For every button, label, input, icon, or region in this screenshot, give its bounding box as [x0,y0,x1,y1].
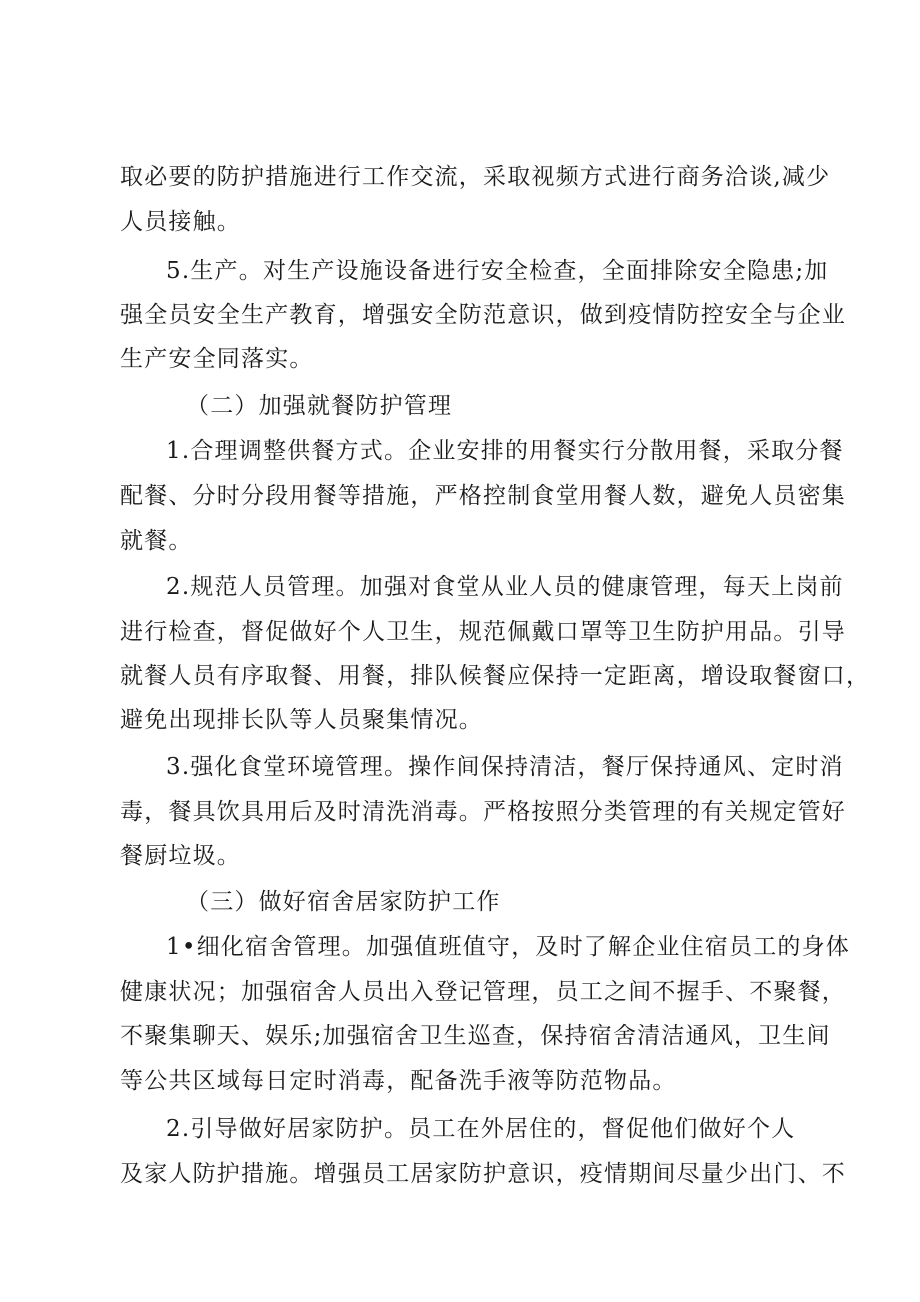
paragraph-dormitory-management: 1•细化宿舍管理。加强值班值守，及时了解企业住宿员工的身体 [166,934,850,960]
text-line: 毒，餐具饮具用后及时清洗消毒。严格按照分类管理的有关规定管好 [120,799,846,825]
text-line: 餐厨垃圾。 [120,843,241,869]
text-line: 生产安全同落实。 [120,346,314,372]
section-heading-dining: （二）加强就餐防护管理 [186,393,453,419]
text-line: 进行检查，督促做好个人卫生，规范佩戴口罩等卫生防护用品。引导 [120,619,846,645]
text-line: 就餐。 [120,528,193,554]
text-line: 人员接触。 [120,209,241,235]
paragraph-staff-management: 2.规范人员管理。加强对食堂从业人员的健康管理，每天上岗前 [166,574,844,600]
text-line: 不聚集聊天、娱乐;加强宿舍卫生巡查，保持宿舍清洁通风，卫生间 [120,1023,831,1049]
paragraph-meal-supply: 1.合理调整供餐方式。企业安排的用餐实行分散用餐，采取分餐 [166,438,844,464]
text-line: 配餐、分时分段用餐等措施，严格控制食堂用餐人数，避免人员密集 [120,483,846,509]
text-line: 避免出现排长队等人员聚集情况。 [120,707,483,733]
section-heading-dormitory: （三）做好宿舍居家防护工作 [186,889,501,915]
text-line: 及家人防护措施。增强员工居家防护意识，疫情期间尽量少出门、不 [120,1161,846,1187]
text-line: 等公共区域每日定时消毒，配备洗手液等防范物品。 [120,1068,677,1094]
text-line: 强全员安全生产教育，增强安全防范意识，做到疫情防控安全与企业 [120,302,846,328]
text-line: 健康状况；加强宿舍人员出入登记管理，员工之间不握手、不聚餐， [120,979,846,1005]
paragraph-canteen-environment: 3.强化食堂环境管理。操作间保持清洁，餐厅保持通风、定时消 [166,754,844,780]
text-line: 取必要的防护措施进行工作交流，采取视频方式进行商务洽谈,减少 [120,164,831,190]
paragraph-production: 5.生产。对生产设施设备进行安全检查，全面排除安全隐患;加 [166,258,829,284]
paragraph-home-protection: 2.引导做好居家防护。员工在外居住的，督促他们做好个人 [166,1116,796,1142]
text-line: 就餐人员有序取餐、用餐，排队候餐应保持一定距离，增设取餐窗口， [120,663,871,689]
